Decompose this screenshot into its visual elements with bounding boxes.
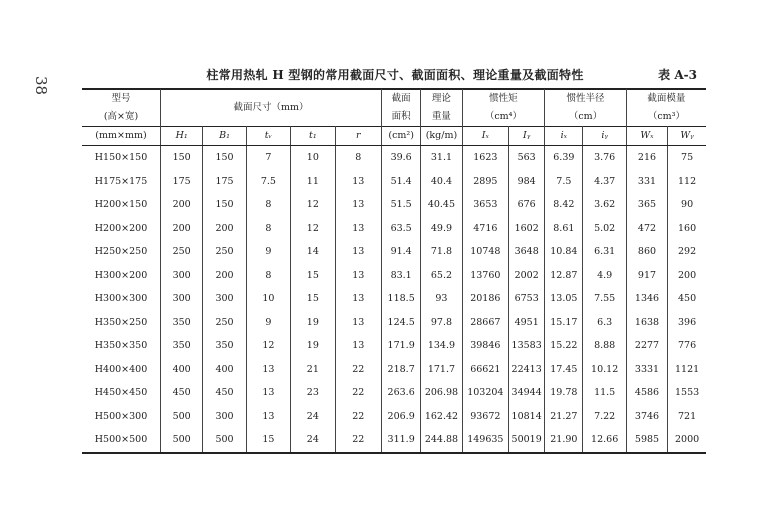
table-cell: H350×350 (82, 334, 161, 358)
table-cell: 200 (203, 264, 246, 288)
header-weight: 理论 重量 (421, 89, 462, 127)
header-dim-tw: tᵥ (246, 127, 290, 146)
table-cell: 150 (161, 146, 203, 170)
table-row (82, 217, 706, 241)
table-cell: 6.39 (545, 146, 583, 170)
table-cell: 22413 (509, 358, 545, 382)
table-cell: 28667 (462, 311, 508, 335)
table-cell: 15.17 (545, 311, 583, 335)
table-cell: 6.3 (583, 311, 626, 335)
table-cell: 8 (246, 217, 290, 241)
table-cell: 1553 (674, 387, 700, 399)
table-cell: 2277 (626, 334, 667, 358)
table-cell: 8 (335, 146, 382, 170)
table-cell: H450×450 (82, 381, 161, 405)
table-cell: 472 (626, 217, 667, 241)
table-cell: 3.76 (583, 146, 626, 170)
table-cell: 2002 (509, 264, 545, 288)
table-cell: 13 (335, 334, 382, 358)
header-iy: Iᵧ (509, 127, 545, 146)
table-cell: 13760 (462, 264, 508, 288)
table-cell: 15.22 (545, 334, 583, 358)
table-cell: 11 (291, 170, 335, 194)
header-dim-b1: B₁ (203, 127, 246, 146)
table-cell: 300 (203, 287, 246, 311)
table-cell: 13 (335, 311, 382, 335)
table-cell: 103204 (462, 381, 508, 405)
table-row (82, 287, 706, 311)
table-cell: 66621 (462, 358, 508, 382)
table-cell: 2895 (462, 170, 508, 194)
table-cell: 400 (203, 358, 246, 382)
table-cell: 31.1 (421, 146, 462, 170)
header-weight-unit: (kg/m) (421, 127, 462, 146)
table-cell: 171.9 (382, 334, 421, 358)
h-beam-section-table (82, 88, 706, 454)
table-cell: 400 (161, 358, 203, 382)
table-cell: 1638 (626, 311, 667, 335)
table-cell: 12.66 (583, 428, 626, 453)
header-model-unit: (mm×mm) (82, 127, 161, 146)
header-area: 截面 面积 (382, 89, 421, 127)
table-cell: 6753 (509, 287, 545, 311)
table-cell: 250 (203, 240, 246, 264)
table-cell: 134.9 (421, 334, 462, 358)
table-cell: 1602 (509, 217, 545, 241)
table-cell: 10.84 (545, 240, 583, 264)
table-cell: 8 (246, 193, 290, 217)
table-cell: 500 (161, 405, 203, 429)
header-wx: Wₓ (626, 127, 667, 146)
table-cell: 563 (509, 146, 545, 170)
table-row (82, 311, 706, 335)
table-cell: 12 (291, 217, 335, 241)
table-cell: 3331 (626, 358, 667, 382)
table-cell: 7.5 (545, 170, 583, 194)
table-cell: 7.55 (583, 287, 626, 311)
table-header (82, 89, 706, 146)
table-cell: 150 (203, 193, 246, 217)
table-row (82, 240, 706, 264)
header-wy: Wᵧ (668, 127, 706, 146)
table-cell: 350 (161, 311, 203, 335)
table-cell: 292 (678, 246, 697, 258)
table-cell: 91.4 (382, 240, 421, 264)
table-cell: 984 (509, 170, 545, 194)
table-cell: 676 (509, 193, 545, 217)
table-cell: 331 (626, 170, 667, 194)
table-cell: H500×500 (82, 428, 161, 453)
table-cell: 10 (246, 287, 290, 311)
table-cell: 21.90 (545, 428, 583, 453)
table-cell: 13 (335, 217, 382, 241)
table-cell: 1346 (626, 287, 667, 311)
table-cell: 200 (678, 269, 697, 281)
table-cell: 50019 (509, 428, 545, 453)
table-cell: 9 (246, 311, 290, 335)
header-moment-of-inertia: 惯性矩 （cm⁴） (462, 89, 545, 127)
table-cell: 12.87 (545, 264, 583, 288)
table-cell: 34944 (509, 381, 545, 405)
table-cell: 4951 (509, 311, 545, 335)
table-cell: 19 (291, 334, 335, 358)
table-cell: 4.9 (583, 264, 626, 288)
table-cell: 15 (291, 287, 335, 311)
table-cell: H250×250 (82, 240, 161, 264)
table-cell: 218.7 (382, 358, 421, 382)
table-cell: 350 (161, 334, 203, 358)
header-model: 型号 (高×宽) (82, 89, 161, 127)
table-cell: 13 (246, 358, 290, 382)
table-cell: 3653 (462, 193, 508, 217)
table-cell: 4586 (626, 381, 667, 405)
header-radius-x: iₓ (545, 127, 583, 146)
table-row (82, 334, 706, 358)
table-cell: 450 (161, 381, 203, 405)
table-cell: 917 (626, 264, 667, 288)
table-cell: 40.4 (421, 170, 462, 194)
table-row (82, 264, 706, 288)
table-cell: 14 (291, 240, 335, 264)
table-cell: 17.45 (545, 358, 583, 382)
table-cell: 6.31 (583, 240, 626, 264)
page-number: 38 (32, 76, 50, 96)
table-cell: 200 (161, 217, 203, 241)
table-cell: 10814 (509, 405, 545, 429)
table-cell: 24 (291, 428, 335, 453)
table-cell: 175 (161, 170, 203, 194)
table-cell: 112 (678, 175, 697, 187)
table-cell: 4716 (462, 217, 508, 241)
table-cell: 396 (678, 316, 697, 328)
table-cell: 13 (246, 381, 290, 405)
table-cell: H200×150 (82, 193, 161, 217)
table-title: 柱常用热轧 H 型钢的常用截面尺寸、截面面积、理论重量及截面特性 (206, 68, 584, 82)
table-cell: 3.62 (583, 193, 626, 217)
table-cell: 13 (335, 287, 382, 311)
table-cell: 13 (335, 264, 382, 288)
table-cell: 244.88 (421, 428, 462, 453)
table-cell: 13583 (509, 334, 545, 358)
table-cell: H150×150 (82, 146, 161, 170)
table-cell: 83.1 (382, 264, 421, 288)
table-cell: 13.05 (545, 287, 583, 311)
table-cell: 13 (246, 405, 290, 429)
table-cell: 65.2 (421, 264, 462, 288)
table-cell: 13 (335, 240, 382, 264)
table-cell: H200×200 (82, 217, 161, 241)
table-cell: 8.88 (583, 334, 626, 358)
table-cell: 10 (291, 146, 335, 170)
table-cell: 300 (161, 287, 203, 311)
table-cell: 9 (246, 240, 290, 264)
table-cell: 49.9 (421, 217, 462, 241)
header-area-unit: (cm²) (382, 127, 421, 146)
table-cell: 71.8 (421, 240, 462, 264)
table-cell: 250 (203, 311, 246, 335)
table-row (82, 381, 706, 405)
table-cell: 19 (291, 311, 335, 335)
table-cell: 450 (203, 381, 246, 405)
table-cell: 39846 (462, 334, 508, 358)
table-cell: 7.22 (583, 405, 626, 429)
table-row (82, 428, 706, 453)
table-cell: 350 (203, 334, 246, 358)
table-cell: 162.42 (421, 405, 462, 429)
table-cell: 1121 (674, 363, 700, 375)
table-cell: 15 (291, 264, 335, 288)
header-dim-tf: t₁ (291, 127, 335, 146)
table-cell: 206.98 (421, 381, 462, 405)
table-cell: 4.37 (583, 170, 626, 194)
table-cell: H350×250 (82, 311, 161, 335)
table-cell: 12 (246, 334, 290, 358)
table-cell: 118.5 (382, 287, 421, 311)
table-cell: 311.9 (382, 428, 421, 453)
table-row (82, 358, 706, 382)
header-radius-of-gyration: 惯性半径 （cm） (545, 89, 627, 127)
table-cell: 11.5 (583, 381, 626, 405)
table-cell: 40.45 (421, 193, 462, 217)
table-cell: 19.78 (545, 381, 583, 405)
table-cell: 22 (335, 428, 382, 453)
table-cell: 15 (246, 428, 290, 453)
table-cell: 93672 (462, 405, 508, 429)
table-cell: 150 (203, 146, 246, 170)
table-cell: 5985 (626, 428, 667, 453)
table-cell: 8 (246, 264, 290, 288)
table-cell: 13 (335, 170, 382, 194)
header-section-modulus: 截面模量 （cm³） (647, 93, 686, 122)
table-cell: 300 (203, 405, 246, 429)
table-cell: 200 (203, 217, 246, 241)
table-cell: 24 (291, 405, 335, 429)
table-cell: 250 (161, 240, 203, 264)
table-cell: 160 (678, 222, 697, 234)
table-cell: 365 (626, 193, 667, 217)
header-dim-r: r (335, 127, 382, 146)
table-cell: 1623 (462, 146, 508, 170)
table-cell: 171.7 (421, 358, 462, 382)
table-cell: 22 (335, 358, 382, 382)
table-row (82, 193, 706, 217)
table-cell: 175 (203, 170, 246, 194)
header-ix: Iₓ (462, 127, 508, 146)
table-cell: 3648 (509, 240, 545, 264)
table-cell: 7.5 (246, 170, 290, 194)
table-label: 表 A-3 (658, 68, 697, 82)
table-cell: 10748 (462, 240, 508, 264)
table-cell: 200 (161, 193, 203, 217)
table-cell: 97.8 (421, 311, 462, 335)
table-cell: 7 (246, 146, 290, 170)
table-cell: 5.02 (583, 217, 626, 241)
table-cell: 721 (678, 410, 697, 422)
table-cell: 124.5 (382, 311, 421, 335)
table-cell: H175×175 (82, 170, 161, 194)
table-cell: 22 (335, 405, 382, 429)
table-cell: 51.4 (382, 170, 421, 194)
header-section-dimensions: 截面尺寸（mm） (161, 89, 382, 127)
table-cell: 450 (678, 293, 697, 305)
table-cell: 12 (291, 193, 335, 217)
table-cell: 263.6 (382, 381, 421, 405)
table-cell: 776 (678, 340, 697, 352)
table-cell: 300 (161, 264, 203, 288)
table-cell: 23 (291, 381, 335, 405)
table-row (82, 170, 706, 194)
table-cell: H300×300 (82, 287, 161, 311)
table-cell: H300×200 (82, 264, 161, 288)
table-cell: 63.5 (382, 217, 421, 241)
table-cell: 500 (203, 428, 246, 453)
table-cell: 149635 (462, 428, 508, 453)
table-cell: 8.42 (545, 193, 583, 217)
table-cell: 8.61 (545, 217, 583, 241)
table-row (82, 405, 706, 429)
table-cell: 93 (421, 287, 462, 311)
table-cell: 10.12 (583, 358, 626, 382)
table-cell: 51.5 (382, 193, 421, 217)
table-cell: 13 (335, 193, 382, 217)
table-body (82, 146, 706, 453)
table-cell: 500 (161, 428, 203, 453)
header-dim-h1: H₁ (161, 127, 203, 146)
table-cell: 20186 (462, 287, 508, 311)
table-caption (85, 66, 705, 84)
table-cell: 90 (681, 199, 694, 211)
table-cell: 860 (626, 240, 667, 264)
table-row (82, 146, 706, 170)
table-cell: 216 (626, 146, 667, 170)
table-cell: H400×400 (82, 358, 161, 382)
table-cell: 21.27 (545, 405, 583, 429)
header-radius-y: iᵧ (583, 127, 626, 146)
table-cell: 75 (681, 152, 694, 164)
table-cell: 3746 (626, 405, 667, 429)
table-cell: 22 (335, 381, 382, 405)
table-cell: 21 (291, 358, 335, 382)
table-cell: 2000 (674, 434, 700, 446)
table-cell: 206.9 (382, 405, 421, 429)
table-cell: H500×300 (82, 405, 161, 429)
table-cell: 39.6 (382, 146, 421, 170)
